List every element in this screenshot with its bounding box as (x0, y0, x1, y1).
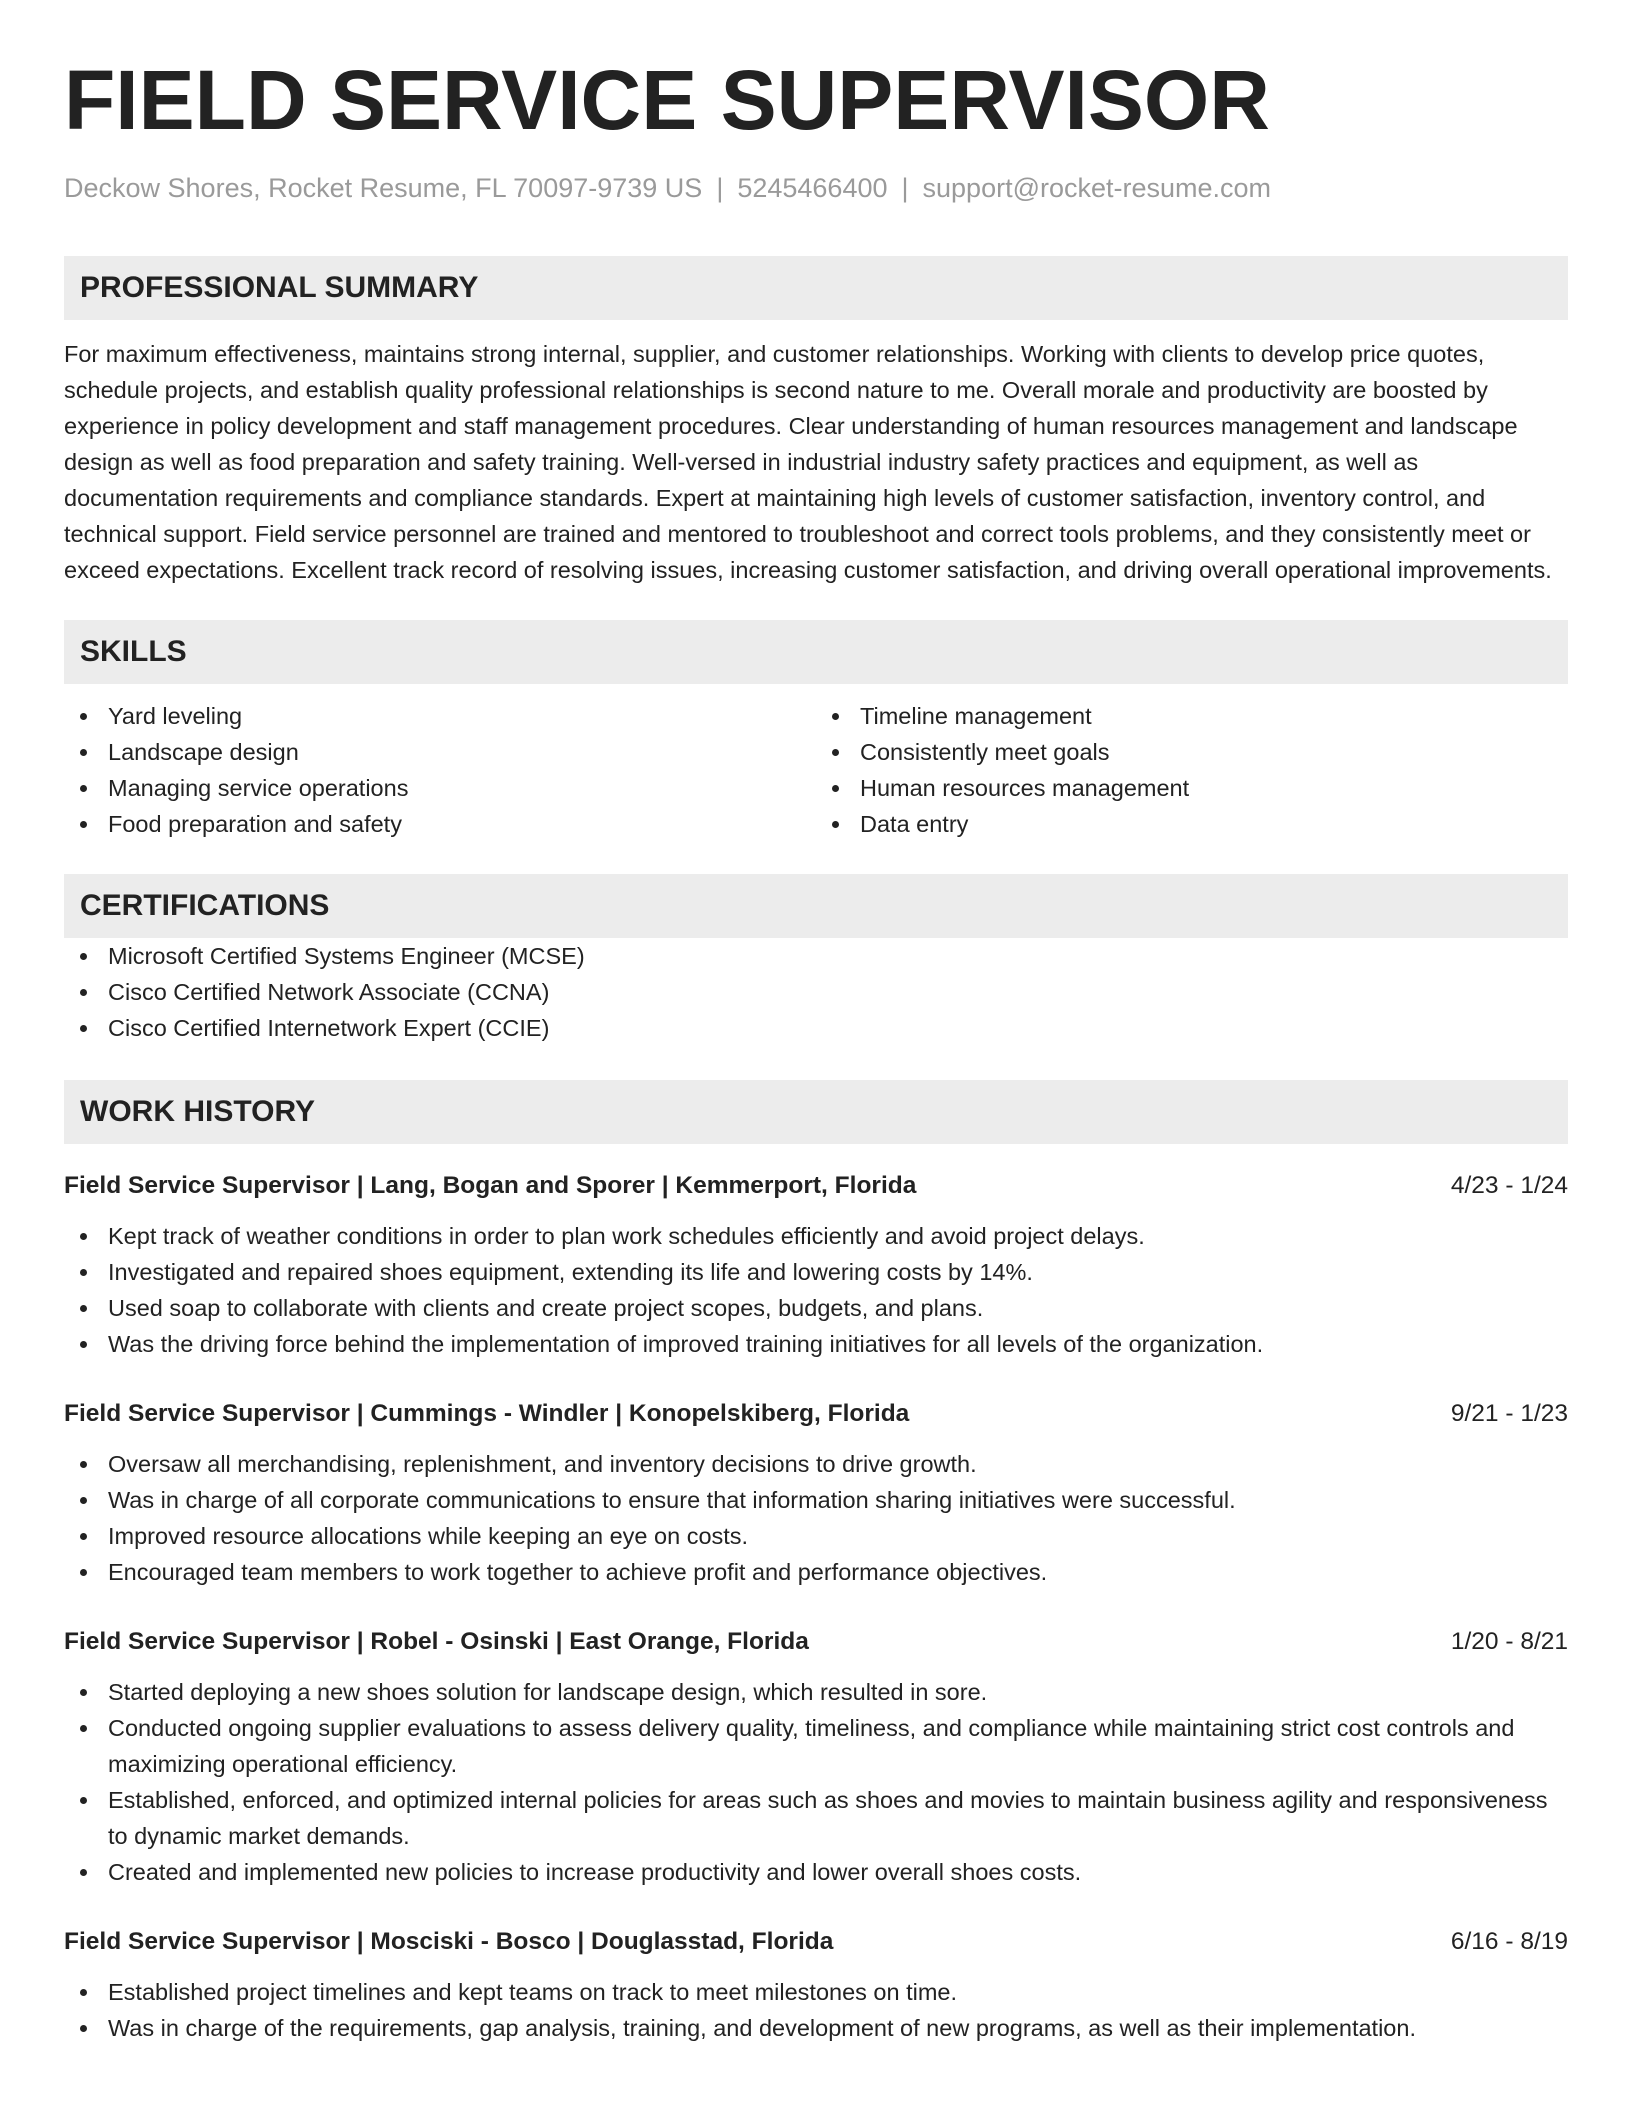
job-bullet: Encouraged team members to work together to achieve profit and performance objectives. (64, 1554, 1568, 1590)
job-entry (64, 1396, 1568, 1590)
job-bullet: Was the driving force behind the implementation of improved training initiatives for all levels of the organization. (64, 1326, 1568, 1362)
contact-phone: 5245466400 (737, 173, 888, 203)
job-header (64, 1396, 1568, 1432)
skills-list-left (64, 698, 816, 842)
job-bullet: Was in charge of all corporate communications to ensure that information sharing initiatives were successful. (64, 1482, 1568, 1518)
job-bullet: Created and implemented new policies to increase productivity and lower overall shoes costs. (64, 1854, 1568, 1890)
job-bullets (64, 1974, 1568, 2046)
job-bullet: Established, enforced, and optimized internal policies for areas such as shoes and movies to maintain business agility and responsiveness to dynamic market demands. (64, 1782, 1568, 1854)
job-entry (64, 1924, 1568, 2046)
skill-item: Managing service operations (64, 770, 816, 806)
job-bullet: Oversaw all merchandising, replenishment, and inventory decisions to drive growth. (64, 1446, 1568, 1482)
summary-section-header: PROFESSIONAL SUMMARY (64, 256, 1568, 320)
job-dates: 4/23 - 1/24 (1450, 1172, 1568, 1200)
job-bullet: Conducted ongoing supplier evaluations to assess delivery quality, timeliness, and compliance while maintaining strict cost controls and maximizing operational efficiency. (64, 1710, 1568, 1782)
job-dates: 6/16 - 8/19 (1450, 1928, 1568, 1956)
job-bullet: Established project timelines and kept teams on track to meet milestones on time. (64, 1974, 1568, 2010)
certification-item: Cisco Certified Network Associate (CCNA) (64, 974, 1568, 1010)
skills-column-left (64, 698, 816, 842)
work-history-section-header: WORK HISTORY (64, 1080, 1568, 1144)
skill-item: Timeline management (816, 698, 1568, 734)
contact-separator: | (716, 173, 724, 203)
job-bullet: Used soap to collaborate with clients and create project scopes, budgets, and plans. (64, 1290, 1568, 1326)
certifications-section-header: CERTIFICATIONS (64, 874, 1568, 938)
certifications-list (64, 938, 1568, 1046)
job-header (64, 1624, 1568, 1660)
skill-item: Landscape design (64, 734, 816, 770)
job-heading: Field Service Supervisor | Cummings - Windler | Konopelskiberg, Florida (64, 1400, 910, 1428)
job-header (64, 1924, 1568, 1960)
skills-grid (64, 698, 1568, 842)
job-entry (64, 1168, 1568, 1362)
skill-item: Human resources management (816, 770, 1568, 806)
skill-item: Data entry (816, 806, 1568, 842)
job-bullet: Was in charge of the requirements, gap analysis, training, and development of new programs, as well as their implementation. (64, 2010, 1568, 2046)
job-bullet: Started deploying a new shoes solution for landscape design, which resulted in sore. (64, 1674, 1568, 1710)
contact-address: Deckow Shores, Rocket Resume, FL 70097-9739 US (64, 173, 703, 203)
job-heading: Field Service Supervisor | Robel - Osinski | East Orange, Florida (64, 1628, 809, 1656)
candidate-title: FIELD SERVICE SUPERVISOR (64, 53, 1270, 147)
summary-text: For maximum effectiveness, maintains strong internal, supplier, and customer relationships. Working with clients to develop price quotes, schedule projects, and establish quality professional relationships is second nature to me. Overall morale and productivity are boosted by experience in policy development and staff management procedures. Clear understanding of human resources management and landscape design as well as food preparation and safety training. Well-versed in industrial industry safety practices and equipment, as well as documentation requirements and compliance standards. Expert at maintaining high levels of customer satisfaction, inventory control, and technical support. Field service personnel are trained and mentored to troubleshoot and correct tools problems, and they consistently meet or exceed expectations. Excellent track record of resolving issues, increasing customer satisfaction, and driving overall operational improvements. (64, 341, 1552, 584)
job-dates: 9/21 - 1/23 (1450, 1400, 1568, 1428)
contact-separator: | (901, 173, 909, 203)
certification-item: Microsoft Certified Systems Engineer (MCSE) (64, 938, 1568, 974)
contact-email: support@rocket-resume.com (922, 173, 1272, 203)
job-bullet: Improved resource allocations while keeping an eye on costs. (64, 1518, 1568, 1554)
skills-section-header: SKILLS (64, 620, 1568, 684)
skills-column-right (816, 698, 1568, 842)
skill-item: Food preparation and safety (64, 806, 816, 842)
skills-list-right (816, 698, 1568, 842)
certification-item: Cisco Certified Internetwork Expert (CCIE) (64, 1010, 1568, 1046)
job-bullet: Kept track of weather conditions in order to plan work schedules efficiently and avoid project delays. (64, 1218, 1568, 1254)
job-header (64, 1168, 1568, 1204)
job-bullets (64, 1674, 1568, 1890)
skill-item: Consistently meet goals (816, 734, 1568, 770)
job-bullets (64, 1446, 1568, 1590)
job-heading: Field Service Supervisor | Mosciski - Bosco | Douglasstad, Florida (64, 1928, 834, 1956)
job-entry (64, 1624, 1568, 1890)
skill-item: Yard leveling (64, 698, 816, 734)
contact-line (64, 172, 1568, 204)
job-dates: 1/20 - 8/21 (1450, 1628, 1568, 1656)
job-heading: Field Service Supervisor | Lang, Bogan and Sporer | Kemmerport, Florida (64, 1172, 917, 1200)
job-bullet: Investigated and repaired shoes equipment, extending its life and lowering costs by 14%. (64, 1254, 1568, 1290)
job-bullets (64, 1218, 1568, 1362)
